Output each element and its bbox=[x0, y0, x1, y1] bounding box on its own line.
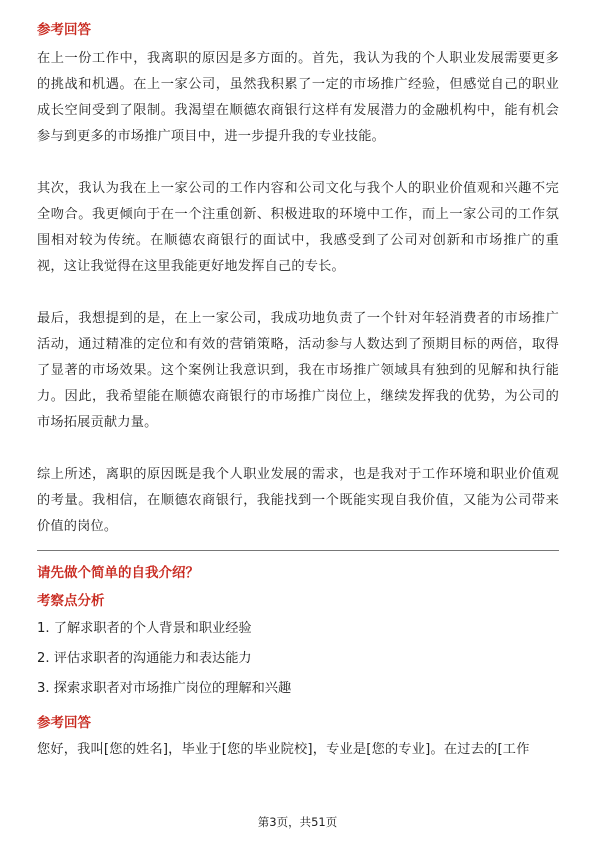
page-number: 第3页，共51页 bbox=[257, 815, 338, 829]
answer-paragraph-1: 在上一份工作中，我离职的原因是多方面的。首先，我认为我的个人职业发展需要更多的挑战和机遇。在上一家公司，虽然我积累了一定的市场推广经验，但感觉自己的职业成长空间受到了限制。我渴望在顺德农商银行这样有发展潜力的金融机构中，能有机会参与到更多的市场推广项目中，进一步提升我的专业技能。 bbox=[37, 51, 559, 144]
answer-paragraph-3: 最后，我想提到的是，在上一家公司，我成功地负责了一个针对年轻消费者的市场推广活动，通过精准的定位和有效的营销策略，活动参与人数达到了预期目标的两倍，取得了显著的市场效果。这个案例让我意识到，我在市场推广领域具有独到的见解和执行能力。因此，我希望能在顺德农商银行的市场推广岗位上，继续发挥我的优势，为公司的市场拓展贡献力量。 bbox=[37, 311, 559, 430]
answer-paragraph-2: 其次，我认为我在上一家公司的工作内容和公司文化与我个人的职业价值观和兴趣不完全吻合。我更倾向于在一个注重创新、积极进取的环境中工作，而上一家公司的工作氛围相对较为传统。在顺德农商银行的面试中，我感受到了公司对创新和市场推广的重视，这让我觉得在这里我能更好地发挥自己的专长。 bbox=[37, 181, 559, 274]
answer-paragraph-4: 综上所述，离职的原因既是我个人职业发展的需求，也是我对于工作环境和职业价值观的考量。我相信，在顺德农商银行，我能找到一个既能实现自我价值，又能为公司带来价值的岗位。 bbox=[37, 467, 559, 534]
section-divider bbox=[37, 550, 559, 551]
answer-start-paragraph: 您好，我叫[您的姓名]，毕业于[您的毕业院校]，专业是[您的专业]。在过去的[工作 bbox=[37, 742, 530, 757]
analysis-heading: 考察点分析 bbox=[37, 593, 105, 609]
document-page bbox=[37, 20, 559, 763]
answer-heading: 参考回答 bbox=[37, 22, 91, 38]
question-heading: 请先做个简单的自我介绍？ bbox=[37, 565, 199, 581]
analysis-point-2: 2. 评估求职者的沟通能力和表达能力 bbox=[37, 651, 252, 666]
answer-heading-2: 参考回答 bbox=[37, 715, 91, 731]
analysis-point-3: 3. 探索求职者对市场推广岗位的理解和兴趣 bbox=[37, 681, 292, 696]
analysis-point-1: 1. 了解求职者的个人背景和职业经验 bbox=[37, 621, 252, 636]
